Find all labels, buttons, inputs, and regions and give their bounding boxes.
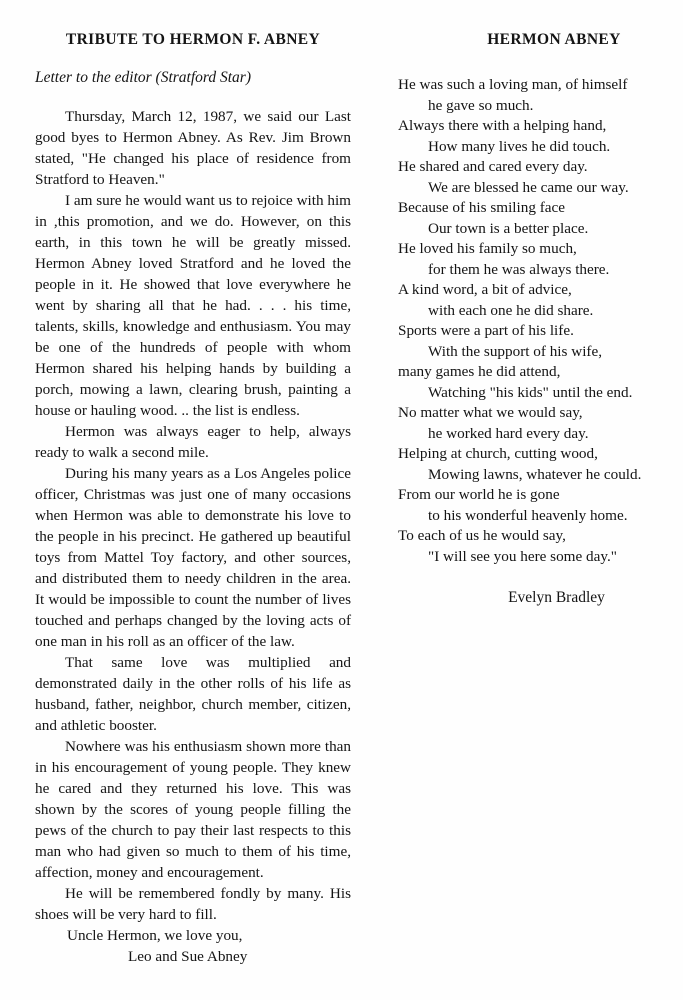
letter-paragraph: He will be remembered fondly by many. His shoes will be very hard to fill. [35,885,351,923]
poem-line: Helping at church, cutting wood, [398,445,598,462]
closing-line-1: Uncle Hermon, we love you, [67,927,243,944]
poem-line: with each one he did share. [428,301,594,319]
poem-line: No matter what we would say, [398,404,583,421]
poem-line: to his wonderful heavenly home. [428,506,628,524]
poem-line: He loved his family so much, [398,240,577,257]
letter-paragraph: Nowhere was his enthusiasm shown more than in his encouragement of young people. They knew he cared and they returned his love. This was shown by the scores of young people filling the pews of the church to pay their last respects to this man who had given so much to them of his time, affection, money and encouragement. [35,738,351,881]
closing-line-2: Leo and Sue Abney [128,948,248,965]
letter-paragraph: Thursday, March 12, 1987, we said our Last good byes to Hermon Abney. As Rev. Jim Brown stated, "He changed his place of residence from Stratford to Heaven." [35,108,351,188]
poem-author: Evelyn Bradley [508,589,605,606]
poem-line: We are blessed he came our way. [428,178,629,196]
poem-line: he gave so much. [428,96,534,114]
poem-line: He shared and cared every day. [398,158,588,175]
poem-line: he worked hard every day. [428,424,589,442]
letter-column [35,30,351,967]
poem-line: Sports were a part of his life. [398,322,574,339]
letter-body [35,106,351,925]
poem-line: How many lives he did touch. [428,137,611,155]
letter-paragraph: During his many years as a Los Angeles police officer, Christmas was just one of many occasions when Hermon was able to demonstrate his love to the people in his precinct. He gathered up beautiful toys from Mattel Toy factory, and other sources, and distributed them to needy children in the area. It would be impossible to count the number of lives touched and perhaps changed by the loving acts of one man in his roll as an officer of the law. [35,465,351,650]
poem-body [398,75,660,567]
poem-line: To each of us he would say, [398,527,566,544]
poem-line: for them he was always there. [428,260,610,278]
poem-line: He was such a loving man, of himself [398,76,628,93]
poem-title: HERMON ABNEY [487,31,621,48]
tribute-title: TRIBUTE TO HERMON F. ABNEY [65,31,321,48]
letter-paragraph: That same love was multiplied and demonstrated daily in the other rolls of his life as husband, father, neighbor, church member, citizen, and athletic booster. [35,654,351,734]
poem-line: "I will see you here some day." [428,547,617,565]
poem-line: With the support of his wife, [428,342,603,360]
letter-paragraph: I am sure he would want us to rejoice with him in ,this promotion, and we do. However, on this earth, in this town he will be greatly missed. Hermon Abney loved Stratford and he loved the people in it. He showed that love everywhere he went by sharing all that he had. . . . his time, talents, skills, knowledge and enthusiasm. You may be one of the hundreds of people with whom Hermon shared his helping hands by building a porch, mowing a lawn, clearing brush, painting a house or hauling wood. .. the list is endless. [35,192,351,419]
poem-line: Always there with a helping hand, [398,117,607,134]
poem-line: Because of his smiling face [398,199,566,216]
poem-line: A kind word, a bit of advice, [398,281,572,298]
letter-subtitle: Letter to the editor (Stratford Star) [35,69,251,86]
poem-line: Our town is a better place. [428,219,589,237]
letter-paragraph: Hermon was always eager to help, always ready to walk a second mile. [35,423,351,461]
poem-line: From our world he is gone [398,486,560,503]
poem-line: Watching "his kids" until the end. [428,383,633,401]
poem-line: Mowing lawns, whatever he could. [428,465,642,483]
poem-column [398,30,660,607]
poem-line: many games he did attend, [398,363,561,380]
